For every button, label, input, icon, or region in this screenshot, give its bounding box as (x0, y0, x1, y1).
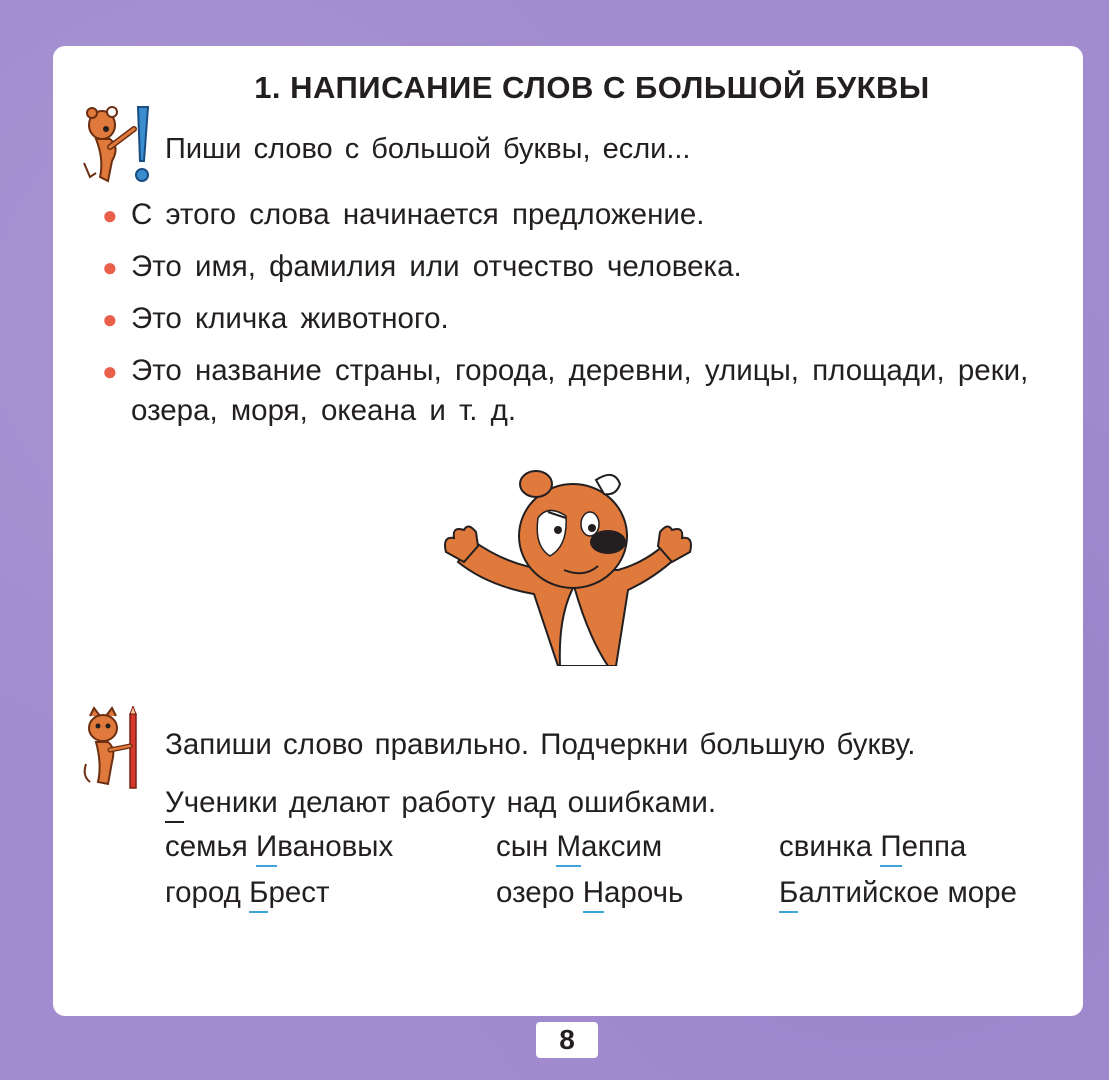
example-sentence: Ученики делают работу над ошибками. (165, 786, 717, 819)
page-title: 1. НАПИСАНИЕ СЛОВ С БОЛЬШОЙ БУКВЫ (254, 70, 930, 105)
dog-exclamation-icon (80, 103, 160, 187)
underlined-letter: Б (249, 876, 269, 909)
rule-item: ● Это название страны, города, деревни, улицы, площади, реки, озера, моря, океана и т. д. (100, 351, 1060, 431)
exercise-row (165, 830, 1065, 876)
rule-intro: Пиши слово с большой буквы, если... (165, 133, 691, 165)
underlined-letter: И (255, 830, 278, 863)
underlined-letter: М (556, 830, 582, 863)
exercise-item: сын Максим (496, 830, 663, 863)
bullet-icon: ● (102, 304, 118, 334)
dog-character (438, 466, 698, 666)
exercise-item: семья Ивановых (165, 830, 394, 863)
cat-pencil-icon (80, 706, 160, 790)
exercise-item: свинка Пеппа (779, 830, 967, 863)
exercise-row (165, 876, 1065, 922)
exercise-item: город Брест (165, 876, 330, 909)
rules-list (100, 195, 1060, 443)
bullet-icon: ● (102, 200, 118, 230)
underlined-letter: П (880, 830, 902, 863)
page-number: 8 (536, 1022, 598, 1058)
underlined-letter: Б (779, 876, 799, 909)
rule-item: ● Это имя, фамилия или отчество человека. (100, 247, 1060, 287)
bullet-icon: ● (102, 252, 118, 282)
exercise-item: озеро Нарочь (496, 876, 684, 909)
bullet-icon: ● (102, 356, 118, 386)
rule-item: ● Это кличка животного. (100, 299, 1060, 339)
underlined-letter: Н (582, 876, 604, 909)
exercise-grid (165, 830, 1065, 922)
rule-item: ● С этого слова начинается предложение. (100, 195, 1060, 235)
task-instruction: Запиши слово правильно. Подчеркни большую букву. (165, 728, 916, 761)
underlined-letter: У (165, 786, 184, 819)
exercise-item: Балтийское море (779, 876, 1017, 909)
